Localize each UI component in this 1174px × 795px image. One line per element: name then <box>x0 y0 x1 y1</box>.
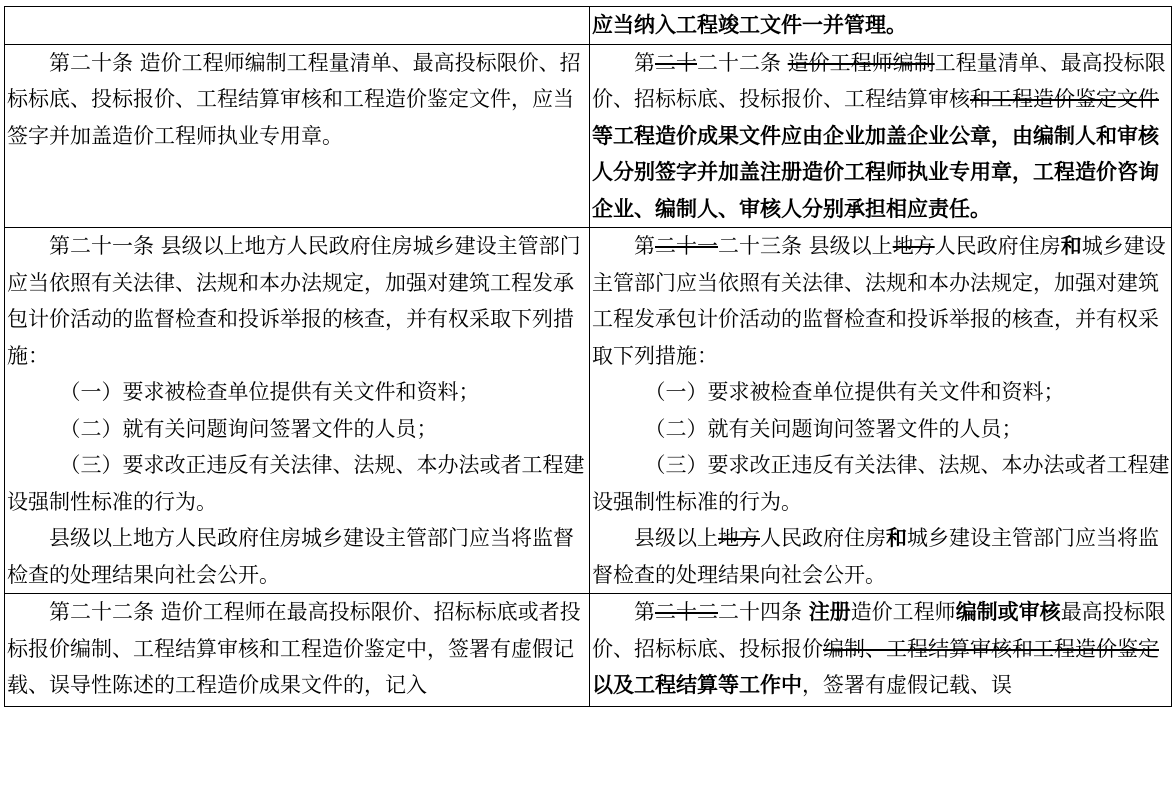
text-segment: 城乡建设主管部门应当将监督检查的处理结果向社会公开。 <box>592 526 1159 587</box>
left-cell <box>5 44 590 228</box>
paragraph <box>592 45 1170 228</box>
table-row <box>5 7 1172 45</box>
inserted-text: 和 <box>1060 234 1082 258</box>
right-cell <box>590 594 1172 707</box>
paragraph <box>592 594 1170 704</box>
text-segment: 第 <box>634 50 655 75</box>
inserted-text: 编制或审核 <box>955 600 1061 624</box>
left-cell <box>5 594 590 707</box>
paragraph <box>592 520 1170 593</box>
inserted-text: 和 <box>886 526 907 550</box>
paragraph <box>7 594 588 704</box>
paragraph <box>7 374 588 411</box>
paragraph <box>7 520 588 593</box>
text-segment: 第二十一条 县级以上地方人民政府住房城乡建设主管部门应当依照有关法律、法规和本办法规定，加强对建筑工程发承包计价活动的监督检查和投诉举报的核查，并有权采取下列措施： <box>7 234 581 368</box>
paragraph <box>592 447 1170 520</box>
paragraph <box>7 447 588 520</box>
left-cell <box>5 228 590 594</box>
paragraph <box>592 228 1170 374</box>
text-segment: 工程量清单、最高投标限价、招标标底、投标报价、工程结算审核 <box>592 50 1166 111</box>
text-segment: 第 <box>634 600 655 624</box>
inserted-text: 注册 <box>808 600 851 624</box>
text-segment: 造价工程师 <box>850 600 956 624</box>
paragraph <box>592 374 1170 411</box>
inserted-text: 等工程造价成果文件应由企业加盖企业公章，由编制人和审核人分别签字并加盖注册造价工程师执业专用章，工程造价咨询企业、编制人、审核人分别承担相应责任。 <box>592 123 1159 221</box>
paragraph <box>592 7 1170 44</box>
text-segment: 最高投标限价、招标标底、投标报价 <box>592 600 1166 661</box>
text-segment: （一）要求被检查单位提供有关文件和资料； <box>644 380 1065 404</box>
text-segment: （二）就有关问题询问签署文件的人员； <box>644 416 1023 441</box>
text-segment: 第 <box>634 234 655 258</box>
deleted-text: 二十一 <box>655 234 718 258</box>
right-cell <box>590 7 1172 45</box>
deleted-text: 二十二 <box>655 600 718 624</box>
paragraph <box>7 228 588 374</box>
paragraph <box>7 411 588 448</box>
text-segment: 第二十二条 造价工程师在最高投标限价、招标标底或者投标报价编制、工程结算审核和工程造价鉴定中，签署有虚假记载、误导性陈述的工程造价成果文件的，记入 <box>7 600 581 697</box>
text-segment: （三）要求改正违反有关法律、法规、本办法或者工程建设强制性标准的行为。 <box>7 453 585 514</box>
text-segment: 二十四条 <box>718 600 809 624</box>
text-segment: ，签署有虚假记载、误 <box>802 673 1012 697</box>
deleted-text: 二十 <box>655 50 697 75</box>
right-cell <box>590 44 1172 228</box>
table-row <box>5 228 1172 594</box>
left-cell <box>5 7 590 45</box>
paragraph <box>592 411 1170 448</box>
text-segment: 二十三条 县级以上 <box>718 234 893 258</box>
text-segment: 人民政府住房 <box>760 526 886 550</box>
comparison-table <box>4 6 1172 707</box>
table-row <box>5 594 1172 707</box>
deleted-text: 编制、工程结算审核和工程造价鉴定 <box>823 636 1159 661</box>
text-segment: 县级以上 <box>634 526 718 550</box>
text-segment: 县级以上地方人民政府住房城乡建设主管部门应当将监督检查的处理结果向社会公开。 <box>7 526 574 587</box>
deleted-text: 造价工程师编制 <box>787 50 935 75</box>
text-segment: 第二十条 造价工程师编制工程量清单、最高投标限价、招标标底、投标报价、工程结算审核和工程造价鉴定文件，应当签字并加盖造价工程师执业专用章。 <box>7 50 581 148</box>
right-cell <box>590 228 1172 594</box>
deleted-text: 地方 <box>892 234 935 258</box>
inserted-text: 应当纳入工程竣工文件一并管理。 <box>592 13 907 37</box>
paragraph <box>7 45 588 155</box>
text-segment: （一）要求被检查单位提供有关文件和资料； <box>59 380 480 404</box>
table-row <box>5 44 1172 228</box>
text-segment: 城乡建设主管部门应当依照有关法律、法规和本办法规定，加强对建筑工程发承包计价活动的监督检查和投诉举报的核查，并有权采取下列措施： <box>592 234 1166 368</box>
text-segment: 二十二条 <box>697 50 788 75</box>
inserted-text: 以及工程结算等工作中 <box>592 673 802 697</box>
deleted-text: 和工程造价鉴定文件 <box>970 87 1159 111</box>
deleted-text: 地方 <box>718 526 760 550</box>
text-segment: （三）要求改正违反有关法律、法规、本办法或者工程建设强制性标准的行为。 <box>592 453 1170 514</box>
text-segment: （二）就有关问题询问签署文件的人员； <box>59 416 438 441</box>
text-segment: 人民政府住房 <box>934 234 1061 258</box>
